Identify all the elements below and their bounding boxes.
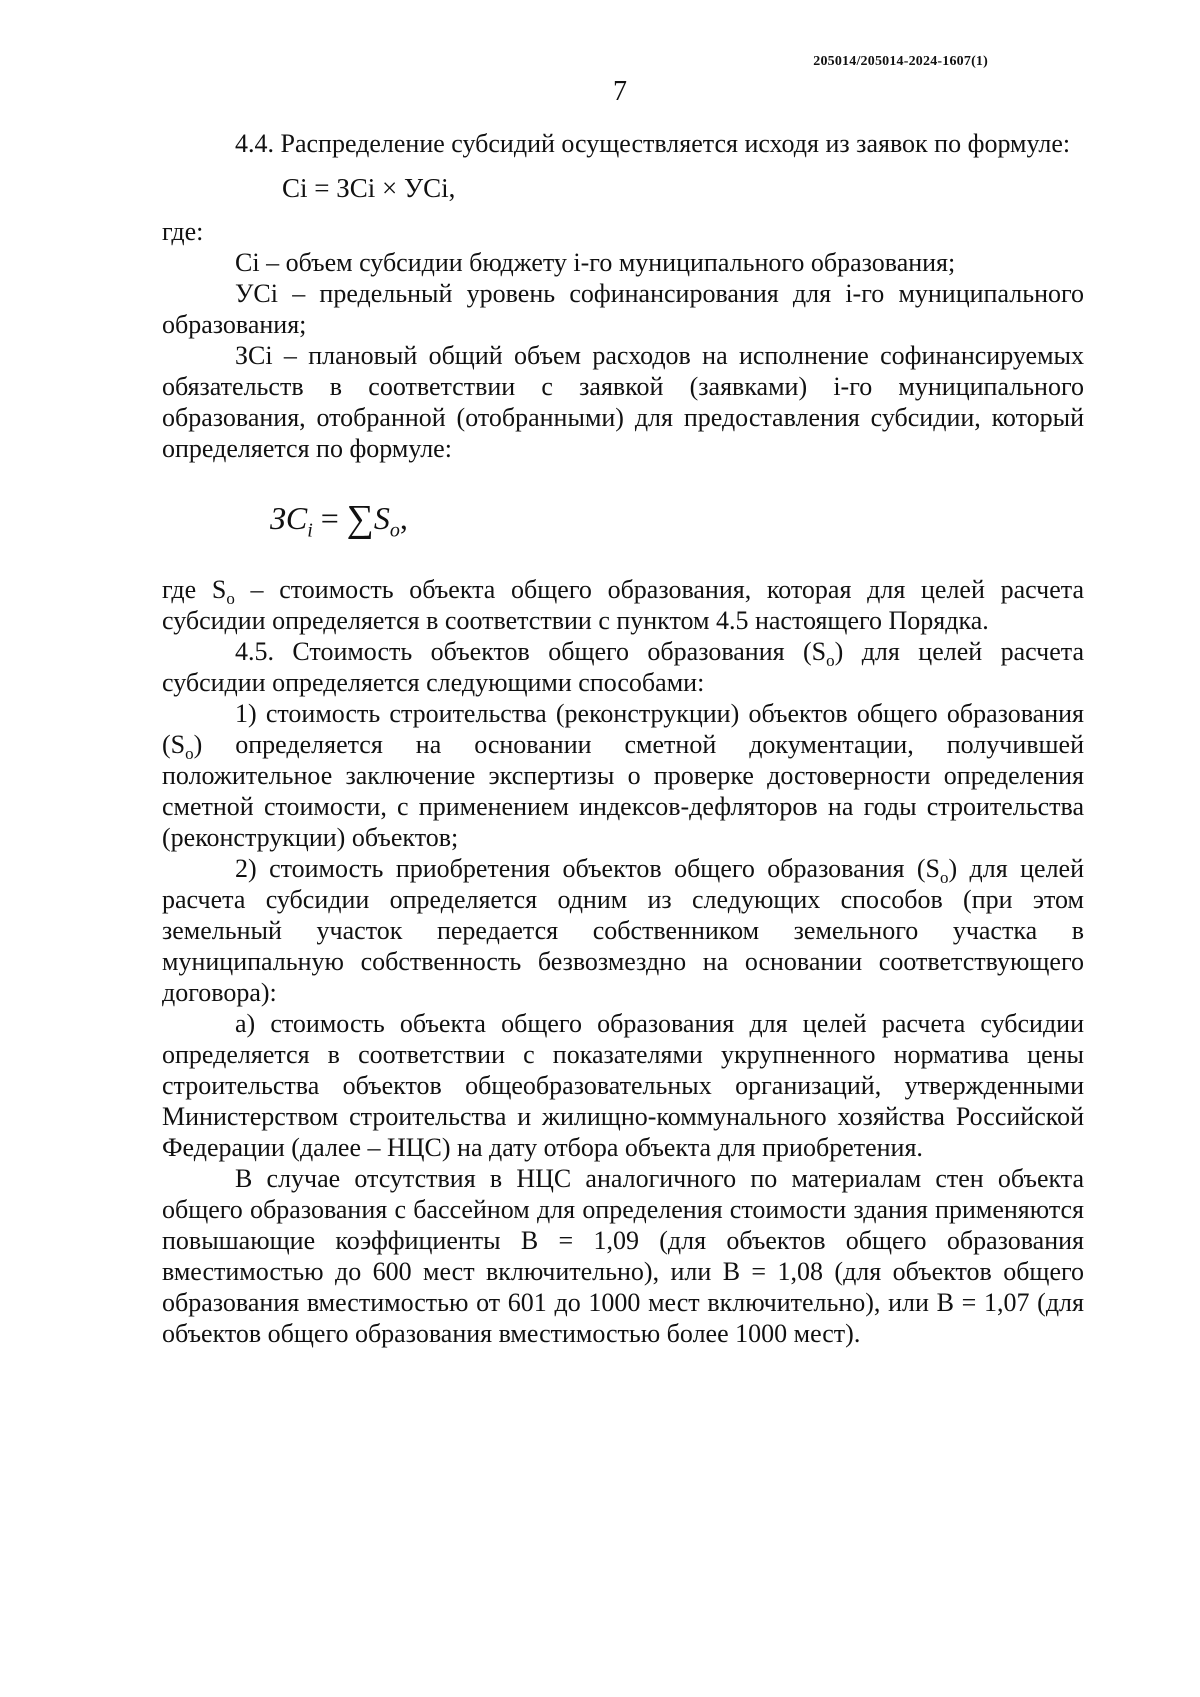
list-item-2 (162, 853, 1084, 1008)
paragraph-4-5-end: ) для целей расчета субсидии определяется следующими способами: (162, 637, 1084, 697)
formula-sum (162, 498, 1084, 542)
definition-ci: Ci – объем субсидии бюджету i-го муниципального образования; (235, 248, 956, 277)
list-item-2-end: ) для целей расчета субсидии определяется одним из следующих способов (при этом земельный участок передается собственником земельного участка в муниципальную собственность безвозмездно на основании соответствующего договора): (162, 854, 1085, 1007)
definition-so-text: – стоимость объекта общего образования, которая для целей расчета субсидии определяется в соответствии с пунктом 4.5 настоящего Порядка. (162, 575, 1084, 635)
formula-sum-right: S (373, 500, 390, 536)
sum-symbol: ∑ (346, 498, 374, 540)
paragraph-4-5-start: 4.5. Стоимость объектов общего образования (S (235, 637, 827, 666)
list-item-1-start: 1) стоимость строительства (реконструкции) объектов общего образования (S (162, 699, 1084, 759)
list-item-1-subscript: o (185, 744, 194, 764)
formula-sum-left: ЗC (270, 500, 308, 536)
list-item-2-subscript: o (939, 868, 949, 888)
document-body (162, 128, 1084, 1349)
formula-sum-end: , (399, 500, 408, 536)
list-item-1 (162, 698, 1084, 853)
definition-so (162, 574, 1084, 636)
paragraph-4-5-subscript: o (826, 651, 835, 671)
formula-sum-right-subscript: o (389, 519, 400, 542)
definition-zci: ЗCi – плановый общий объем расходов на исполнение софинансируемых обязательств в соответствии с заявкой (заявками) i-го муниципального образования, отобранной (отобранными) для предоставления субсидии, который определяется по формуле: (162, 341, 1084, 463)
list-item-1-end: ) определяется на основании сметной документации, получившей положительное заключение экспертизы о проверке достоверности определения сметной стоимости, с применением индексов-дефляторов на годы строительства (реконструкции) объектов; (162, 730, 1084, 852)
definition-so-subscript: o (226, 589, 235, 609)
definition-so-prefix: где S (162, 575, 227, 604)
paragraph-4-4: 4.4. Распределение субсидий осуществляется исходя из заявок по формуле: (235, 129, 1071, 158)
page-number: 7 (613, 76, 627, 107)
paragraph-ncs: В случае отсутствия в НЦС аналогичного по материалам стен объекта общего образования с бассейном для определения стоимости здания применяются повышающие коэффициенты В = 1,09 (для объектов общего образования вместимостью до 600 мест включительно), или В = 1,08 (для объектов общего образования вместимостью от 601 до 1000 мест включительно), или В = 1,07 (для объектов общего образования вместимостью более 1000 мест). (162, 1164, 1084, 1348)
formula-sum-equals: = (312, 500, 347, 536)
paragraph-4-5 (162, 636, 1084, 698)
document-id: 205014/205014-2024-1607(1) (813, 54, 988, 69)
definition-uci: УCi – предельный уровень софинансирования для i-го муниципального образования; (162, 279, 1084, 339)
where-label: где: (162, 217, 204, 246)
list-item-2-start: 2) стоимость приобретения объектов общего образования (S (235, 854, 940, 883)
list-item-a: а) стоимость объекта общего образования для целей расчета субсидии определяется в соответствии с показателями укрупненного норматива цены строительства объектов общеобразовательных организаций, утвержденными Министерством строительства и жилищно-коммунального хозяйства Российской Федерации (далее – НЦС) на дату отбора объекта для приобретения. (162, 1009, 1084, 1162)
formula-subsidy: Ci = ЗCi × УCi, (282, 173, 456, 203)
formula-sum-left-subscript: i (307, 519, 313, 542)
